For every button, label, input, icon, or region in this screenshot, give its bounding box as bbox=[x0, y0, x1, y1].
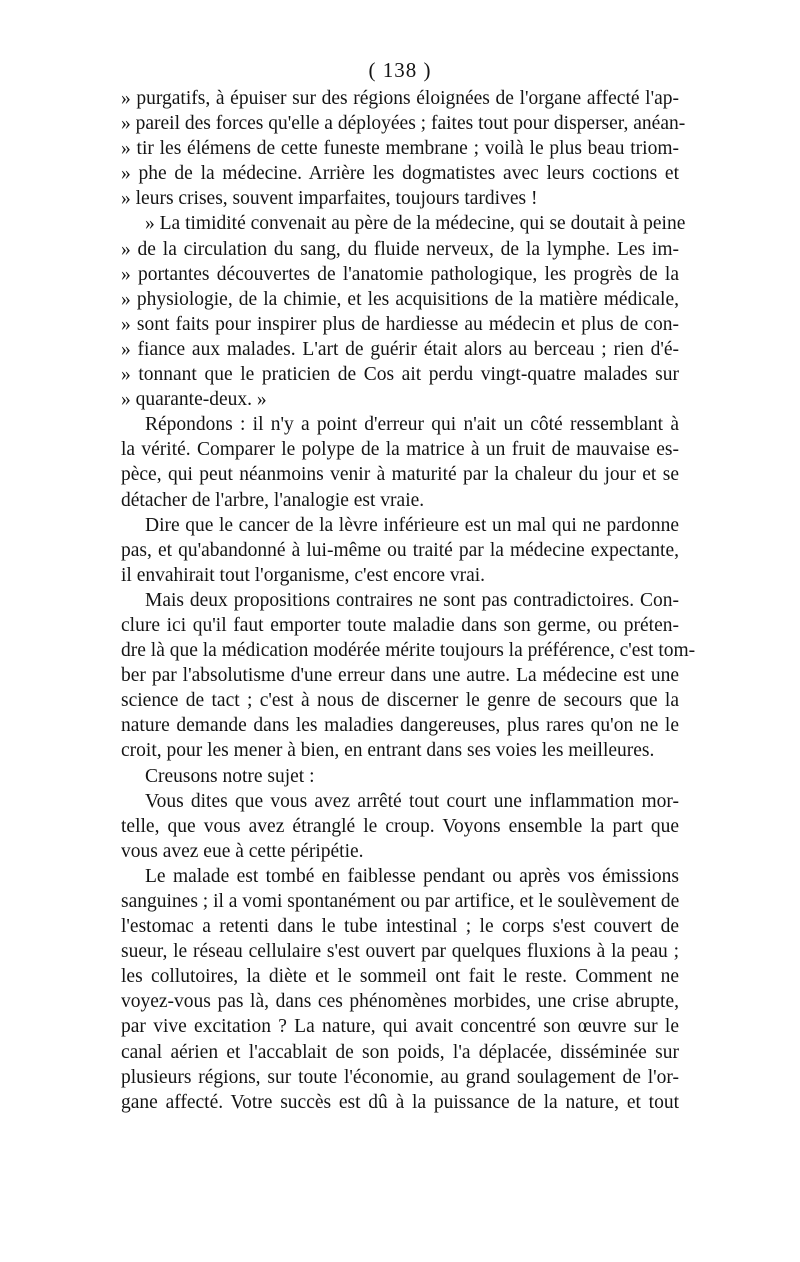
text-line: clure ici qu'il faut emporter toute maladie dans son germe, ou préten- bbox=[121, 614, 679, 636]
text-line: canal aérien et l'accablait de son poids, l'a déplacée, disséminée sur bbox=[121, 1041, 679, 1063]
text-line: Mais deux propositions contraires ne sont pas contradictoires. Con- bbox=[145, 589, 679, 611]
text-line: » La timidité convenait au père de la médecine, qui se doutait à peine bbox=[145, 213, 686, 235]
text-line: » tonnant que le praticien de Cos ait perdu vingt-quatre malades sur bbox=[121, 364, 679, 386]
text-line: Creusons notre sujet : bbox=[145, 765, 315, 787]
text-line: croit, pour les mener à bien, en entrant dans ses voies les meilleures. bbox=[121, 740, 655, 762]
page-number: ( 138 ) bbox=[368, 58, 432, 82]
text-line: Vous dites que vous avez arrêté tout court une inflammation mor- bbox=[145, 790, 679, 812]
text-line: » quarante-deux. » bbox=[121, 389, 267, 411]
text-line: il envahirait tout l'organisme, c'est encore vrai. bbox=[121, 564, 486, 586]
text-line: Répondons : il n'y a point d'erreur qui n'ait un côté ressemblant à bbox=[145, 414, 679, 436]
paragraph bbox=[121, 789, 679, 864]
text-line: » portantes découvertes de l'anatomie pathologique, les progrès de la bbox=[121, 263, 679, 285]
text-line: vous avez eue à cette péripétie. bbox=[121, 840, 364, 862]
paragraph bbox=[121, 412, 679, 512]
text-line: gane affecté. Votre succès est dû à la puissance de la nature, et tout bbox=[121, 1091, 679, 1113]
text-line: pas, et qu'abandonné à lui-même ou traité par la médecine expectante, bbox=[121, 539, 679, 561]
paragraph bbox=[121, 86, 686, 211]
text-line: l'estomac a retenti dans le tube intestinal ; le corps s'est couvert de bbox=[121, 916, 679, 938]
paragraph bbox=[121, 588, 696, 764]
text-line: ber par l'absolutisme d'une erreur dans une autre. La médecine est une bbox=[121, 665, 679, 687]
text-line: les collutoires, la diète et le sommeil ont fait le reste. Comment ne bbox=[121, 966, 679, 988]
text-line: par vive excitation ? La nature, qui avait concentré son œuvre sur le bbox=[121, 1016, 679, 1038]
text-line: » pareil des forces qu'elle a déployées ; faites tout pour disperser, anéan- bbox=[121, 113, 686, 135]
text-line: » physiologie, de la chimie, et les acquisitions de la matière médicale, bbox=[121, 288, 679, 310]
text-line: plusieurs régions, sur toute l'économie, au grand soulagement de l'or- bbox=[121, 1066, 679, 1088]
text-line: science de tact ; c'est à nous de discerner le genre de secours que la bbox=[121, 690, 679, 712]
text-line: Le malade est tombé en faiblesse pendant ou après vos émissions bbox=[145, 865, 679, 887]
text-line: dre là que la médication modérée mérite toujours la préférence, c'est tom- bbox=[121, 640, 696, 662]
text-line: » de la circulation du sang, du fluide nerveux, de la lymphe. Les im- bbox=[121, 238, 679, 260]
text-line: Dire que le cancer de la lèvre inférieure est un mal qui ne pardonne bbox=[145, 514, 679, 536]
text-line: » fiance aux malades. L'art de guérir était alors au berceau ; rien d'é- bbox=[121, 338, 679, 360]
text-line: » sont faits pour inspirer plus de hardiesse au médecin et plus de con- bbox=[121, 313, 679, 335]
text-line: sueur, le réseau cellulaire s'est ouvert par quelques fluxions à la peau ; bbox=[121, 941, 679, 963]
body-text bbox=[121, 86, 696, 1115]
text-line: nature demande dans les maladies dangereuses, plus rares qu'on ne le bbox=[121, 715, 679, 737]
text-line: » tir les élémens de cette funeste membrane ; voilà le plus beau triom- bbox=[121, 138, 679, 160]
text-line: voyez-vous pas là, dans ces phénomènes morbides, une crise abrupte, bbox=[121, 991, 679, 1013]
text-line: telle, que vous avez étranglé le croup. Voyons ensemble la part que bbox=[121, 815, 679, 837]
text-line: pèce, qui peut néanmoins venir à maturité par la chaleur du jour et se bbox=[121, 464, 679, 486]
text-line: la vérité. Comparer le polype de la matrice à un fruit de mauvaise es- bbox=[121, 439, 679, 461]
text-line: » leurs crises, souvent imparfaites, toujours tardives ! bbox=[121, 188, 538, 210]
paragraph bbox=[121, 513, 679, 588]
text-line: détacher de l'arbre, l'analogie est vraie. bbox=[121, 489, 425, 511]
paragraph bbox=[121, 764, 679, 789]
paragraph bbox=[121, 864, 679, 1115]
text-line: » purgatifs, à épuiser sur des régions éloignées de l'organe affecté l'ap- bbox=[121, 88, 679, 109]
text-line: » phe de la médecine. Arrière les dogmatistes avec leurs coctions et bbox=[121, 163, 679, 185]
text-line: sanguines ; il a vomi spontanément ou par artifice, et le soulèvement de bbox=[121, 891, 680, 912]
paragraph bbox=[121, 211, 686, 412]
